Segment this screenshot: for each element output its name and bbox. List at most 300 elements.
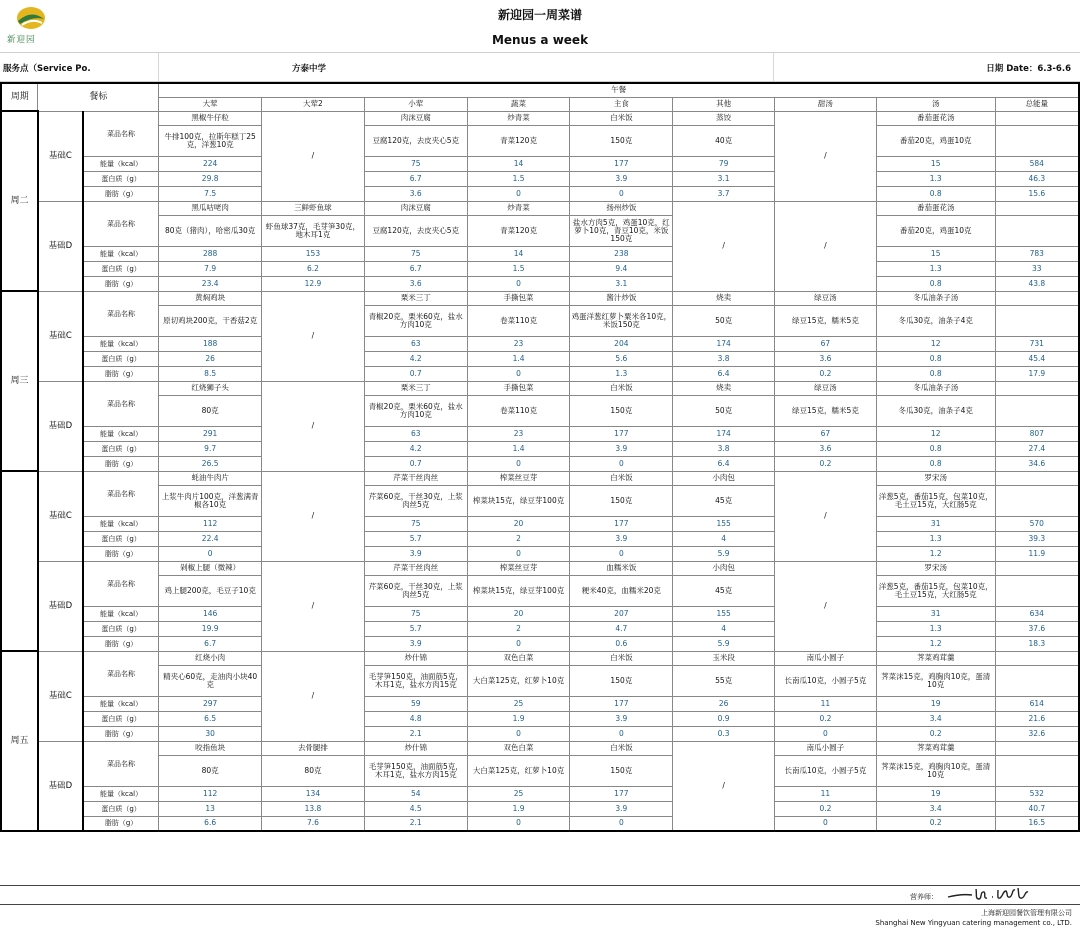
- fat-value: 0: [570, 816, 673, 831]
- protein-value: 4: [673, 531, 775, 546]
- protein-value: 2: [467, 531, 570, 546]
- table-row: [1, 125, 1079, 156]
- dish-name-cell: [995, 111, 1079, 125]
- row-label: 蛋白质（g）: [83, 531, 159, 546]
- fat-value: 0: [159, 546, 262, 561]
- protein-value: 3.4: [876, 801, 995, 816]
- ingredient-cell: [995, 665, 1079, 696]
- ingredient-cell: 番茄20克，鸡蛋10克: [876, 125, 995, 156]
- menu-body: [1, 111, 1079, 831]
- ingredient-cell: 80克（猪肉），哈密瓜30克: [159, 215, 262, 246]
- dish-name-cell: 去骨腿排: [262, 741, 365, 755]
- fat-value: 5.9: [673, 546, 775, 561]
- standard-cell: 基础D: [38, 201, 83, 291]
- protein-value: 3.9: [570, 531, 673, 546]
- row-label: 蛋白质（g）: [83, 441, 159, 456]
- dish-name-cell: 炒什锦: [364, 741, 467, 755]
- row-label: 能量（kcal）: [83, 516, 159, 531]
- energy-value: 19: [876, 696, 995, 711]
- table-row: [1, 426, 1079, 441]
- row-label: 脂肪（g）: [83, 456, 159, 471]
- protein-value: 1.3: [876, 171, 995, 186]
- table-row: [1, 366, 1079, 381]
- table-row: [1, 246, 1079, 261]
- ingredient-cell: 80克: [262, 755, 365, 786]
- dish-name-cell: 番茄蛋花汤: [876, 111, 995, 125]
- fat-value: 3.9: [364, 546, 467, 561]
- dish-name-cell: [995, 651, 1079, 665]
- energy-value: 15: [876, 246, 995, 261]
- protein-value: 0.2: [775, 801, 877, 816]
- energy-value: 75: [364, 246, 467, 261]
- ingredient-cell: 大白菜125克，红萝卜10克: [467, 755, 570, 786]
- fat-value: 11.9: [995, 546, 1079, 561]
- row-label: 能量（kcal）: [83, 336, 159, 351]
- dish-name-cell: 冬瓜油条子汤: [876, 381, 995, 395]
- dish-name-cell: 小肉包: [673, 471, 775, 485]
- standard-cell: 基础D: [38, 741, 83, 831]
- ingredient-cell: 毛芽笋150克，油面筋5克，木耳1克，盐水方肉15克: [364, 665, 467, 696]
- energy-value: 155: [673, 606, 775, 621]
- fat-value: 0.7: [364, 456, 467, 471]
- ingredient-cell: 冬瓜30克，油条子4克: [876, 395, 995, 426]
- empty-slot-cell: /: [262, 471, 365, 561]
- ingredient-cell: [995, 485, 1079, 516]
- ingredient-cell: [995, 305, 1079, 336]
- ingredient-cell: 50克: [673, 395, 775, 426]
- empty-slot-cell: /: [775, 471, 877, 561]
- dish-name-cell: 南瓜小圆子: [775, 651, 877, 665]
- ingredient-cell: 50克: [673, 305, 775, 336]
- table-row: [1, 741, 1079, 755]
- ingredient-cell: 粳米40克，血糯米20克: [570, 575, 673, 606]
- dish-name-cell: 炒青菜: [467, 111, 570, 125]
- row-label: 脂肪（g）: [83, 276, 159, 291]
- row-label: 脂肪（g）: [83, 546, 159, 561]
- ingredient-cell: 精夹心60克，走油肉小块40克: [159, 665, 262, 696]
- ingredient-cell: 盐水方肉5克，鸡蛋10克，红萝卜10克，青豆10克，米饭150克: [570, 215, 673, 246]
- dish-name-cell: 黄焖鸡块: [159, 291, 262, 305]
- energy-value: 174: [673, 336, 775, 351]
- protein-value: 1.3: [876, 531, 995, 546]
- protein-value: 3.6: [775, 441, 877, 456]
- energy-value: 23: [467, 426, 570, 441]
- energy-value: 75: [364, 516, 467, 531]
- energy-value: 153: [262, 246, 365, 261]
- dish-name-cell: 黑椒牛仔粒: [159, 111, 262, 125]
- row-label: 菜品名称: [83, 651, 159, 696]
- protein-value: 26: [159, 351, 262, 366]
- nutritionist-label: 营养师：: [910, 893, 938, 901]
- fat-value: 6.4: [673, 366, 775, 381]
- fat-value: 6.6: [159, 816, 262, 831]
- dish-name-cell: 炒什锦: [364, 651, 467, 665]
- ingredient-cell: 150克: [570, 125, 673, 156]
- protein-value: 3.8: [673, 441, 775, 456]
- protein-value: 33: [995, 261, 1079, 276]
- table-row: [1, 561, 1079, 575]
- protein-value: 22.4: [159, 531, 262, 546]
- protein-value: 1.5: [467, 261, 570, 276]
- standard-cell: 基础C: [38, 471, 83, 561]
- fat-value: 34.6: [995, 456, 1079, 471]
- table-row: [1, 441, 1079, 456]
- dish-name-cell: 榨菜丝豆芽: [467, 561, 570, 575]
- protein-value: 3.1: [673, 171, 775, 186]
- dish-name-cell: 烧卖: [673, 291, 775, 305]
- ingredient-cell: 青菜120克: [467, 125, 570, 156]
- empty-slot-cell: /: [262, 111, 365, 201]
- protein-value: 1.3: [876, 261, 995, 276]
- table-row: [1, 531, 1079, 546]
- protein-value: 1.9: [467, 711, 570, 726]
- column-header: 蔬菜: [467, 97, 570, 111]
- ingredient-cell: 榨菜块15克，绿豆芽100克: [467, 485, 570, 516]
- row-label: 菜品名称: [83, 201, 159, 246]
- dish-name-cell: 手撕包菜: [467, 291, 570, 305]
- energy-value: 112: [159, 786, 262, 801]
- dish-name-cell: [995, 381, 1079, 395]
- protein-value: 9.4: [570, 261, 673, 276]
- dish-name-cell: 三鲜虾鱼球: [262, 201, 365, 215]
- protein-value: 3.9: [570, 711, 673, 726]
- energy-value: 75: [364, 156, 467, 171]
- standard-header: 餐标: [38, 83, 159, 111]
- dish-name-cell: 罗宋汤: [876, 471, 995, 485]
- energy-value: 177: [570, 156, 673, 171]
- dish-name-cell: [995, 291, 1079, 305]
- fat-value: 23.4: [159, 276, 262, 291]
- column-header-row: [1, 97, 1079, 111]
- energy-value: 177: [570, 516, 673, 531]
- fat-value: 0: [775, 816, 877, 831]
- dish-name-cell: 白米饭: [570, 111, 673, 125]
- energy-value: 23: [467, 336, 570, 351]
- row-label: 菜品名称: [83, 741, 159, 786]
- fat-value: 5.9: [673, 636, 775, 651]
- row-label: 菜品名称: [83, 561, 159, 606]
- table-row: [1, 186, 1079, 201]
- dish-name-cell: 绿豆汤: [775, 291, 877, 305]
- row-label: 脂肪（g）: [83, 636, 159, 651]
- table-row: [1, 801, 1079, 816]
- table-row: [1, 215, 1079, 246]
- column-header: 其他: [673, 97, 775, 111]
- energy-value: 532: [995, 786, 1079, 801]
- table-row: [1, 516, 1079, 531]
- company-name-en: Shanghai New Yingyuan catering management co., LTD.: [875, 919, 1072, 927]
- row-label: 能量（kcal）: [83, 246, 159, 261]
- row-label: 脂肪（g）: [83, 366, 159, 381]
- fat-value: 3.6: [364, 276, 467, 291]
- ingredient-cell: 青菜120克: [467, 215, 570, 246]
- fat-value: 0.3: [673, 726, 775, 741]
- page-footer: [0, 885, 1080, 935]
- fat-value: 0: [570, 186, 673, 201]
- protein-value: 0.8: [876, 441, 995, 456]
- fat-value: 17.9: [995, 366, 1079, 381]
- ingredient-cell: 原切鸡块200克，干香菇2克: [159, 305, 262, 336]
- energy-value: 25: [467, 696, 570, 711]
- energy-value: 134: [262, 786, 365, 801]
- ingredient-cell: 长南瓜10克，小圆子5克: [775, 755, 877, 786]
- energy-value: 112: [159, 516, 262, 531]
- ingredient-cell: [995, 575, 1079, 606]
- dish-name-cell: 红烧狮子头: [159, 381, 262, 395]
- protein-value: 5.7: [364, 621, 467, 636]
- energy-value: 174: [673, 426, 775, 441]
- energy-value: 224: [159, 156, 262, 171]
- energy-value: 63: [364, 426, 467, 441]
- row-label: 蛋白质（g）: [83, 711, 159, 726]
- row-label: 能量（kcal）: [83, 606, 159, 621]
- ingredient-cell: [995, 755, 1079, 786]
- fat-value: 0: [570, 456, 673, 471]
- ingredient-cell: 荠菜沫15克，鸡胸肉10克，蛋清10克: [876, 665, 995, 696]
- dish-name-cell: 南瓜小圆子: [775, 741, 877, 755]
- protein-value: 3.8: [673, 351, 775, 366]
- empty-slot-cell: /: [262, 651, 365, 741]
- row-label: 蛋白质（g）: [83, 171, 159, 186]
- empty-slot-cell: /: [673, 201, 775, 291]
- standard-cell: 基础C: [38, 111, 83, 201]
- protein-value: 1.5: [467, 171, 570, 186]
- energy-value: 67: [775, 426, 877, 441]
- protein-value: 13.8: [262, 801, 365, 816]
- fat-value: 0: [467, 276, 570, 291]
- fat-value: 1.2: [876, 636, 995, 651]
- ingredient-cell: 豆腐120克，去皮夹心5克: [364, 125, 467, 156]
- dish-name-cell: 芹菜干丝肉丝: [364, 561, 467, 575]
- protein-value: 9.7: [159, 441, 262, 456]
- dish-name-cell: 肉沫豆腐: [364, 111, 467, 125]
- empty-slot-cell: /: [262, 561, 365, 651]
- column-header: 大荤: [159, 97, 262, 111]
- standard-cell: 基础C: [38, 651, 83, 741]
- energy-value: 297: [159, 696, 262, 711]
- protein-value: 5.7: [364, 531, 467, 546]
- protein-value: 6.7: [364, 261, 467, 276]
- fat-value: 30: [159, 726, 262, 741]
- dish-name-cell: 手撕包菜: [467, 381, 570, 395]
- ingredient-cell: 番茄20克，鸡蛋10克: [876, 215, 995, 246]
- ingredient-cell: 大白菜125克，红萝卜10克: [467, 665, 570, 696]
- logo-text: 新迎园: [7, 35, 36, 45]
- ingredient-cell: 80克: [159, 395, 262, 426]
- protein-value: 5.6: [570, 351, 673, 366]
- fat-value: 0.8: [876, 276, 995, 291]
- fat-value: 0: [570, 546, 673, 561]
- fat-value: 0.2: [775, 366, 877, 381]
- fat-value: 26.5: [159, 456, 262, 471]
- protein-value: 2: [467, 621, 570, 636]
- dish-name-cell: 冬瓜油条子汤: [876, 291, 995, 305]
- protein-value: 4.2: [364, 351, 467, 366]
- fat-value: 16.5: [995, 816, 1079, 831]
- fat-value: 0.6: [570, 636, 673, 651]
- protein-value: 39.3: [995, 531, 1079, 546]
- empty-slot-cell: /: [775, 111, 877, 201]
- energy-value: 634: [995, 606, 1079, 621]
- energy-value: 155: [673, 516, 775, 531]
- ingredient-cell: [995, 125, 1079, 156]
- table-row: [1, 351, 1079, 366]
- ingredient-cell: 芹菜60克，干丝30克，上浆肉丝5克: [364, 575, 467, 606]
- fat-value: 0.8: [876, 186, 995, 201]
- empty-slot-cell: /: [262, 381, 365, 471]
- protein-value: 6.5: [159, 711, 262, 726]
- table-row: [1, 651, 1079, 665]
- ingredient-cell: 绿豆15克，糯米5克: [775, 395, 877, 426]
- fat-value: 0.2: [775, 456, 877, 471]
- column-header: 小荤: [364, 97, 467, 111]
- ingredient-cell: 上浆牛肉片100克，洋葱满青椒各10克: [159, 485, 262, 516]
- table-row: [1, 336, 1079, 351]
- dish-name-cell: 肉沫豆腐: [364, 201, 467, 215]
- ingredient-cell: 冬瓜30克，油条子4克: [876, 305, 995, 336]
- energy-value: 238: [570, 246, 673, 261]
- energy-value: 188: [159, 336, 262, 351]
- table-row: [1, 276, 1079, 291]
- row-label: 脂肪（g）: [83, 816, 159, 831]
- energy-value: 31: [876, 516, 995, 531]
- ingredient-cell: 豆腐120克，去皮夹心5克: [364, 215, 467, 246]
- protein-value: 4.5: [364, 801, 467, 816]
- dish-name-cell: 荠菜鸡茸羹: [876, 741, 995, 755]
- row-label: 蛋白质（g）: [83, 261, 159, 276]
- table-row: [1, 485, 1079, 516]
- table-row: [1, 621, 1079, 636]
- table-row: [1, 171, 1079, 186]
- dish-name-cell: 红烧小肉: [159, 651, 262, 665]
- ingredient-cell: 芹菜60克，干丝30克，上浆肉丝5克: [364, 485, 467, 516]
- standard-cell: 基础C: [38, 291, 83, 381]
- nutritionist-signature: [946, 884, 1032, 902]
- fat-value: 0.2: [876, 816, 995, 831]
- protein-value: 4: [673, 621, 775, 636]
- energy-value: 177: [570, 786, 673, 801]
- protein-value: 4.2: [364, 441, 467, 456]
- ingredient-cell: 荠菜沫15克，鸡胸肉10克，蛋清10克: [876, 755, 995, 786]
- protein-value: 7.9: [159, 261, 262, 276]
- dish-name-cell: 炒青菜: [467, 201, 570, 215]
- ingredient-cell: 青椒20克，栗米60克，盐水方肉10克: [364, 305, 467, 336]
- row-label: 能量（kcal）: [83, 426, 159, 441]
- fat-value: 0: [570, 726, 673, 741]
- energy-value: 11: [775, 786, 877, 801]
- school-name: 方泰中学: [292, 64, 327, 74]
- fat-value: 0: [467, 816, 570, 831]
- empty-slot-cell: /: [775, 561, 877, 651]
- ingredient-cell: 青椒20克，栗米60克，盐水方肉10克: [364, 395, 467, 426]
- dish-name-cell: [995, 471, 1079, 485]
- protein-value: 3.9: [570, 171, 673, 186]
- ingredient-cell: 卷菜110克: [467, 395, 570, 426]
- column-header: 主食: [570, 97, 673, 111]
- energy-value: 291: [159, 426, 262, 441]
- fat-value: 3.9: [364, 636, 467, 651]
- fat-value: 7.5: [159, 186, 262, 201]
- protein-value: 21.6: [995, 711, 1079, 726]
- fat-value: 6.7: [159, 636, 262, 651]
- weekday-cell: 周二: [1, 111, 38, 291]
- ingredient-cell: 45克: [673, 485, 775, 516]
- weekday-cell: 周五: [1, 651, 38, 831]
- fat-value: 43.8: [995, 276, 1079, 291]
- empty-slot-cell: /: [673, 741, 775, 831]
- fat-value: 6.4: [673, 456, 775, 471]
- ingredient-cell: 150克: [570, 485, 673, 516]
- row-label: 蛋白质（g）: [83, 351, 159, 366]
- weekly-menu-table: [0, 82, 1080, 832]
- dish-name-cell: 黑瓜咕咾肉: [159, 201, 262, 215]
- fat-value: 0.2: [876, 726, 995, 741]
- standard-cell: 基础D: [38, 381, 83, 471]
- ingredient-cell: 150克: [570, 395, 673, 426]
- table-row: [1, 111, 1079, 125]
- protein-value: 46.3: [995, 171, 1079, 186]
- fat-value: 2.1: [364, 726, 467, 741]
- protein-value: 0.9: [673, 711, 775, 726]
- fat-value: 3.7: [673, 186, 775, 201]
- energy-value: 731: [995, 336, 1079, 351]
- ingredient-cell: 80克: [159, 755, 262, 786]
- fat-value: 0: [467, 546, 570, 561]
- energy-value: 177: [570, 426, 673, 441]
- table-row: [1, 201, 1079, 215]
- empty-slot-cell: /: [262, 291, 365, 381]
- dish-name-cell: 荠菜鸡茸羹: [876, 651, 995, 665]
- energy-value: 15: [876, 156, 995, 171]
- row-label: 脂肪（g）: [83, 726, 159, 741]
- info-row: [0, 52, 1080, 82]
- page-subtitle: Menus a week: [491, 33, 589, 47]
- dish-name-cell: [995, 741, 1079, 755]
- ingredient-cell: 洋葱5克，番茄15克，包菜10克，毛土豆15克，大红肠5克: [876, 575, 995, 606]
- protein-value: 6.2: [262, 261, 365, 276]
- table-row: [1, 755, 1079, 786]
- fat-value: 15.6: [995, 186, 1079, 201]
- fat-value: 3.1: [570, 276, 673, 291]
- protein-value: 1.9: [467, 801, 570, 816]
- protein-value: 13: [159, 801, 262, 816]
- energy-value: 570: [995, 516, 1079, 531]
- energy-value: 204: [570, 336, 673, 351]
- table-row: [1, 261, 1079, 276]
- ingredient-cell: 卷菜110克: [467, 305, 570, 336]
- ingredient-cell: 榨菜块15克，绿豆芽100克: [467, 575, 570, 606]
- company-name-cn: 上海新迎园餐饮管理有限公司: [981, 909, 1072, 917]
- dish-name-cell: 蚝油牛肉片: [159, 471, 262, 485]
- column-header: 大荤2: [262, 97, 365, 111]
- protein-value: 3.9: [570, 801, 673, 816]
- protein-value: 4.8: [364, 711, 467, 726]
- protein-value: 45.4: [995, 351, 1079, 366]
- dish-name-cell: 白米饭: [570, 381, 673, 395]
- fat-value: 8.5: [159, 366, 262, 381]
- fat-value: 0: [467, 726, 570, 741]
- dish-name-cell: 咬指鱼块: [159, 741, 262, 755]
- dish-name-cell: 扬州炒饭: [570, 201, 673, 215]
- ingredient-cell: 洋葱5克，番茄15克，包菜10克，毛土豆15克，大红肠5克: [876, 485, 995, 516]
- energy-value: 584: [995, 156, 1079, 171]
- dish-name-cell: 白米饭: [570, 471, 673, 485]
- table-row: [1, 711, 1079, 726]
- dish-name-cell: 白米饭: [570, 741, 673, 755]
- period-header: 周期: [1, 83, 38, 111]
- fat-value: 1.2: [876, 546, 995, 561]
- fat-value: 0.7: [364, 366, 467, 381]
